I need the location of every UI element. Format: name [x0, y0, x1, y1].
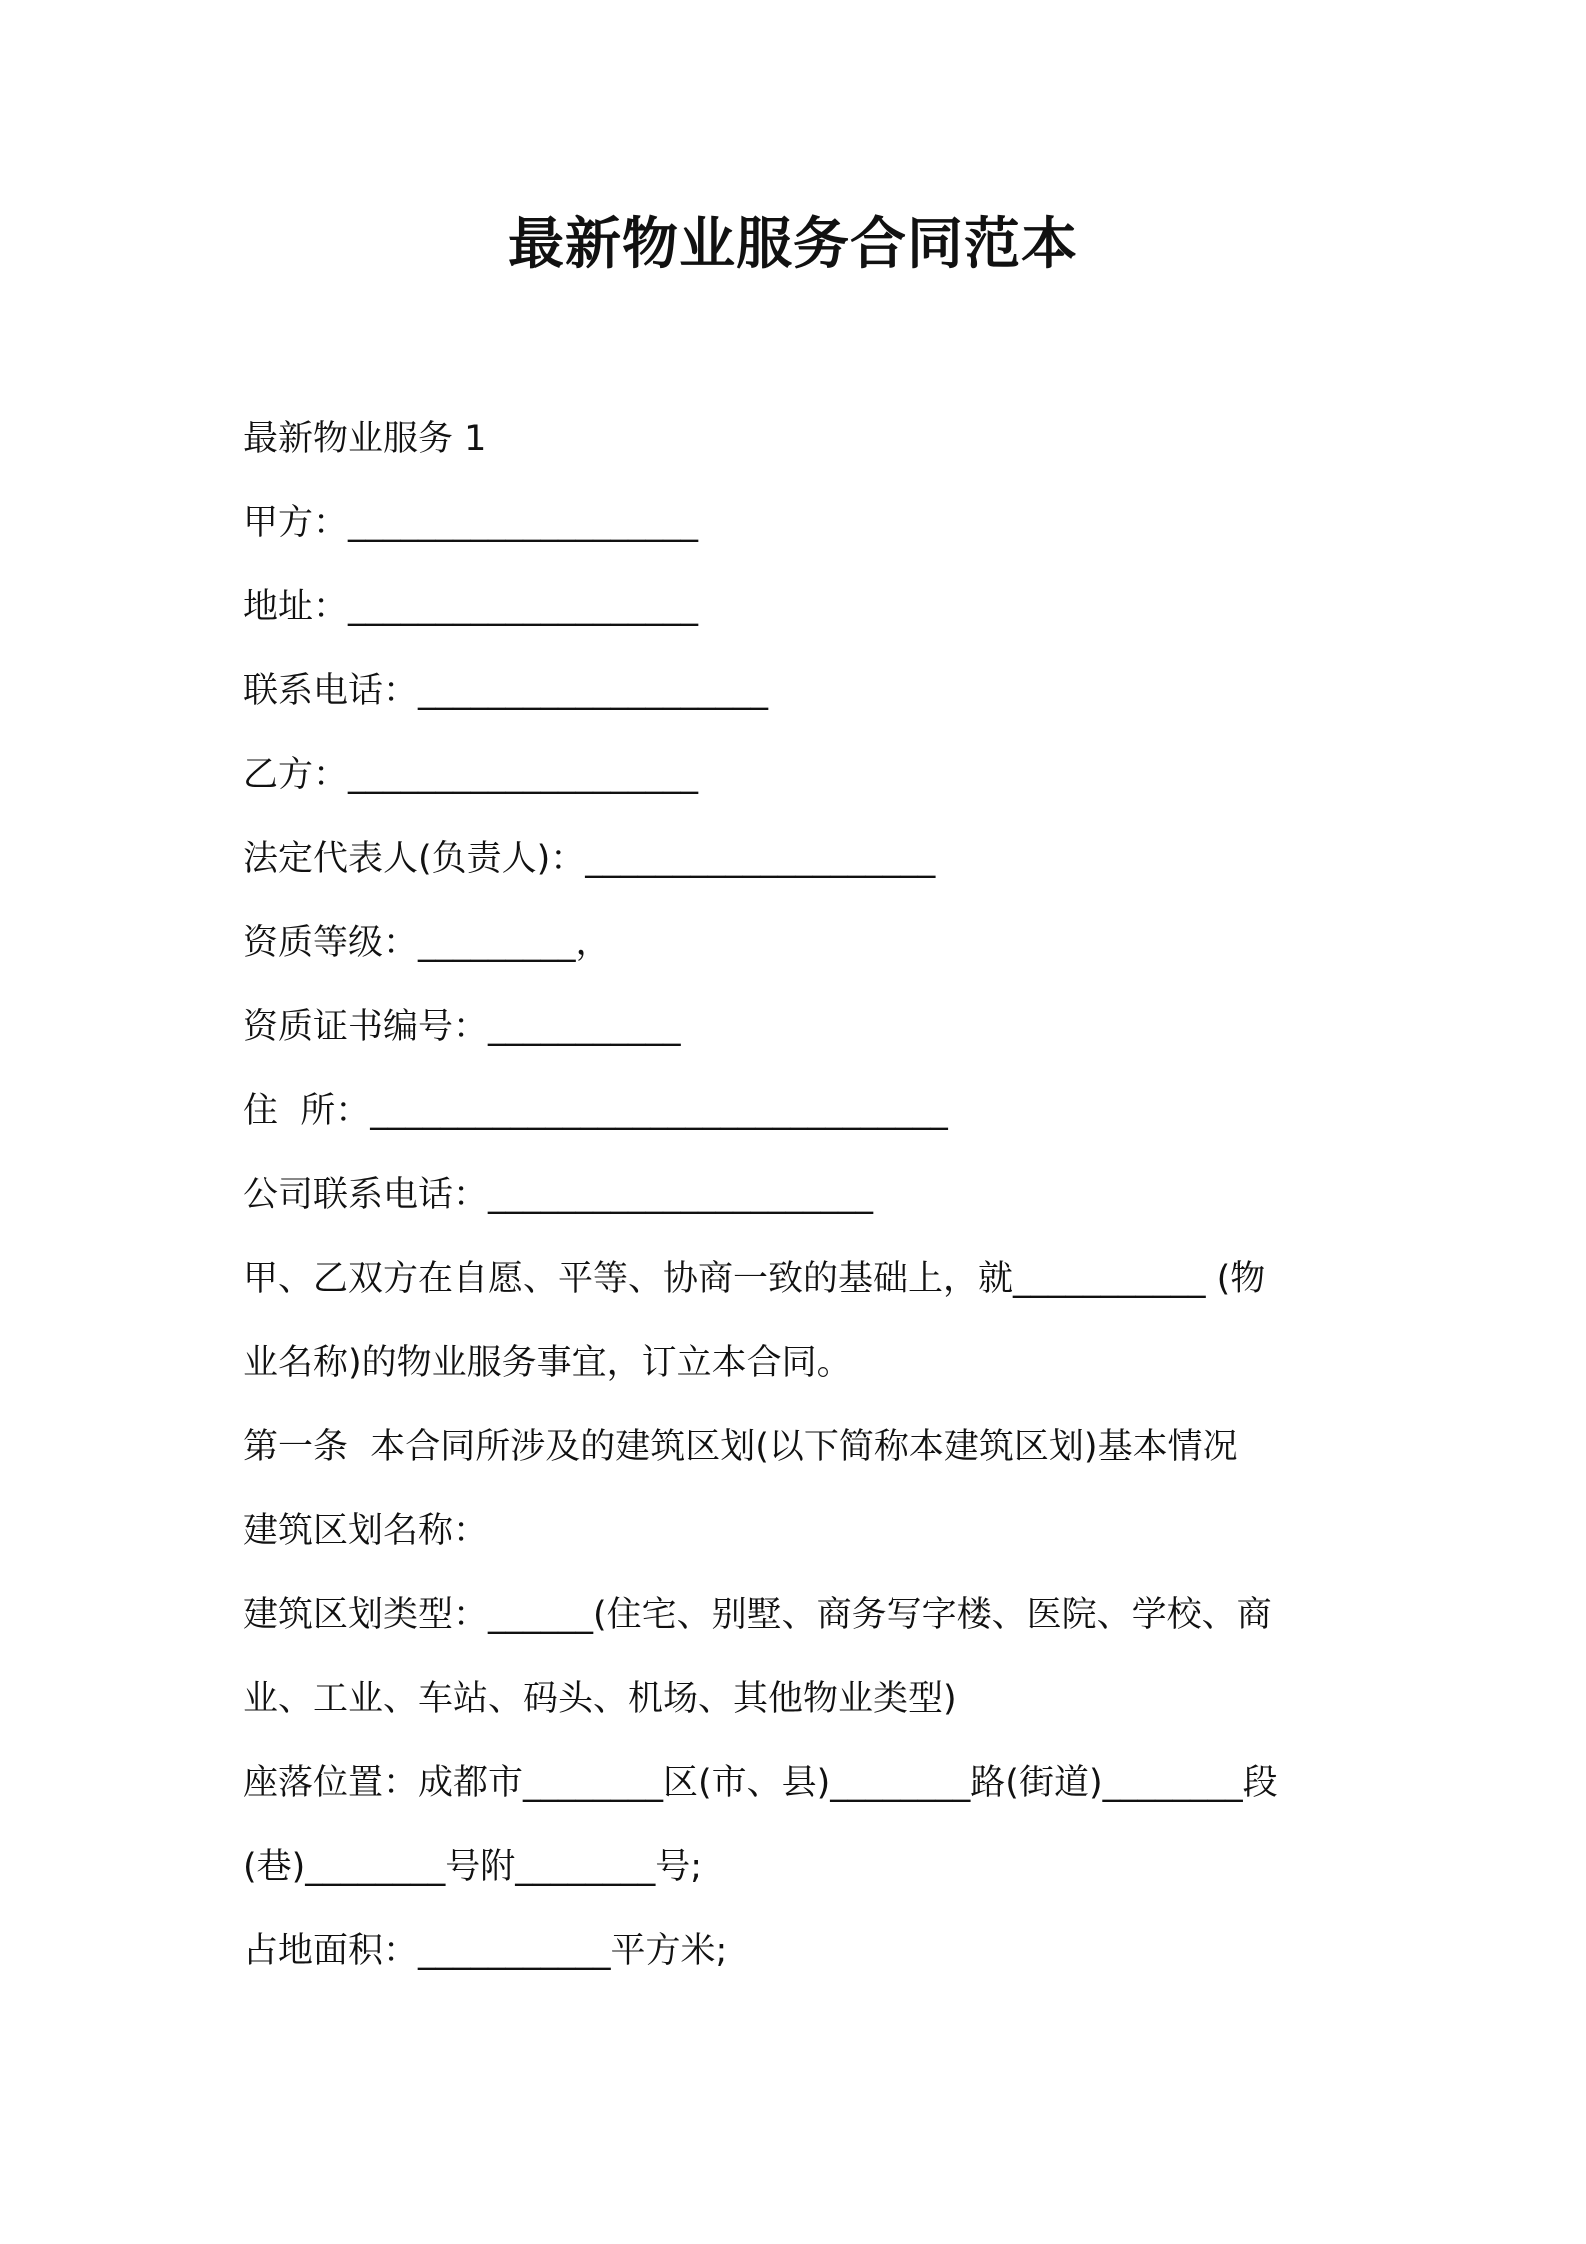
certificate-number-field: 资质证书编号：___________	[243, 1007, 681, 1047]
location-field-line-1: 座落位置：成都市________区(市、县)________路(街道)________段	[243, 1763, 1278, 1803]
zone-type-field-line-1: 建筑区划类型：______(住宅、别墅、商务写字楼、医院、学校、商	[243, 1595, 1272, 1635]
agreement-paragraph-line-2: 业名称)的物业服务事宜，订立本合同。	[243, 1343, 852, 1383]
party-a-field: 甲方：____________________	[243, 503, 699, 543]
zone-type-field-line-2: 业、工业、车站、码头、机场、其他物业类型)	[243, 1679, 957, 1719]
document-title: 最新物业服务合同范本	[508, 212, 1078, 277]
location-field-line-2: (巷)________号附________号;	[243, 1847, 703, 1887]
residence-field: 住 所：_________________________________	[243, 1091, 948, 1131]
phone-field: 联系电话：____________________	[243, 671, 769, 711]
article-one-heading: 第一条 本合同所涉及的建筑区划(以下简称本建筑区划)基本情况	[243, 1427, 1238, 1467]
company-phone-field: 公司联系电话：______________________	[243, 1175, 874, 1215]
land-area-field: 占地面积：___________平方米;	[243, 1931, 728, 1971]
party-b-field: 乙方：____________________	[243, 755, 699, 795]
legal-representative-field: 法定代表人(负责人)：____________________	[243, 839, 936, 879]
agreement-paragraph-line-1: 甲、乙双方在自愿、平等、协商一致的基础上，就___________ (物	[243, 1259, 1266, 1299]
zone-name-field: 建筑区划名称：	[243, 1511, 489, 1551]
address-field: 地址：____________________	[243, 587, 699, 627]
qualification-level-field: 资质等级：_________，	[243, 923, 611, 963]
document-body	[243, 397, 1353, 1993]
section-heading: 最新物业服务 1	[243, 419, 487, 459]
